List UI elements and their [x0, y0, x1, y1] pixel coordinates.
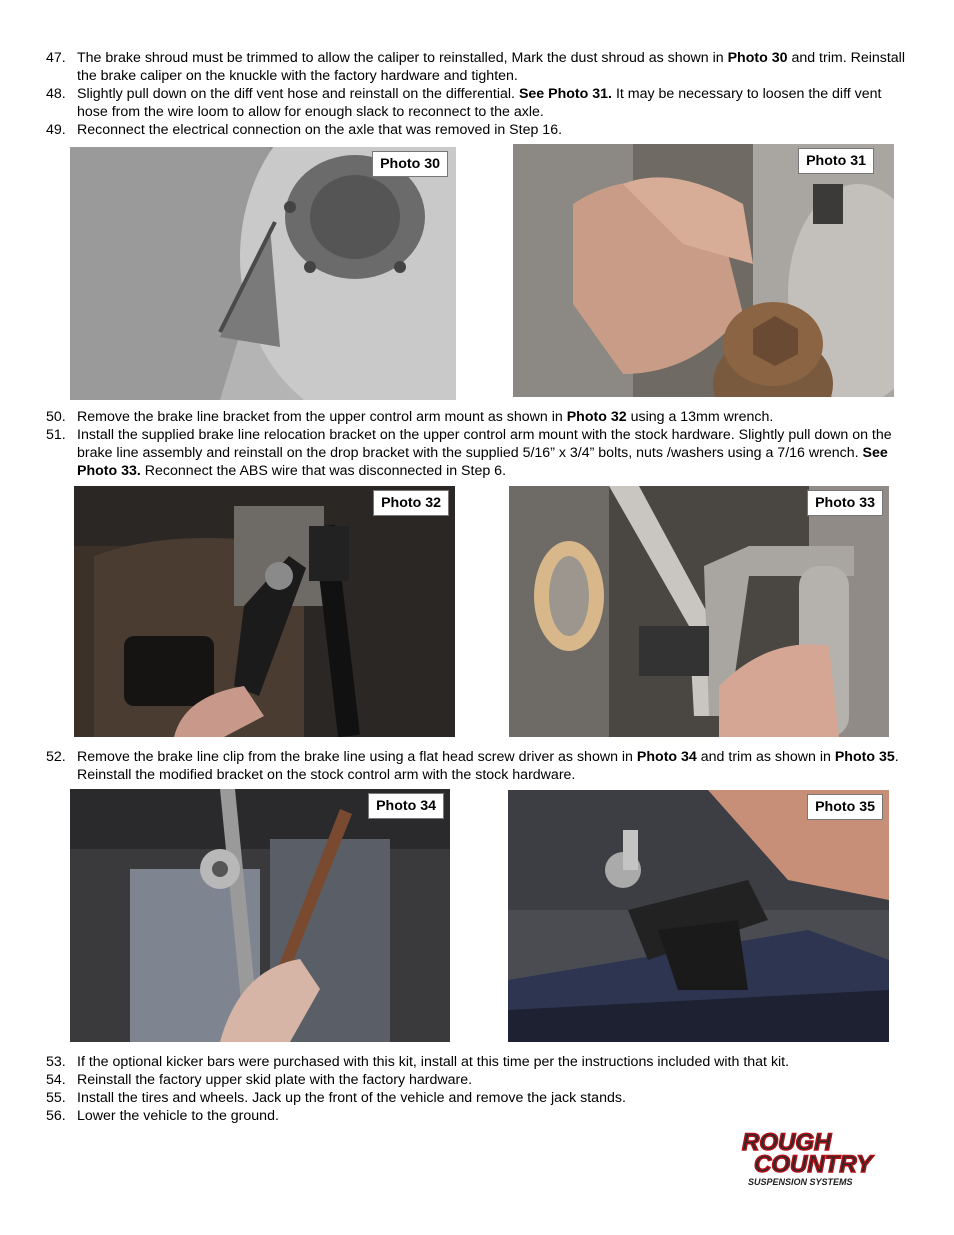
step-51 — [46, 426, 906, 480]
step-number: 53. — [46, 1054, 66, 1070]
step-text: It may be necessary to loosen the diff vent hose from the wire loom to allow for enough slack to reconnect to the axle. — [77, 86, 882, 120]
photo-label: Photo 33 — [807, 490, 883, 516]
relocation-bracket-image — [509, 486, 889, 737]
steps-52 — [46, 748, 906, 784]
step-49 — [46, 121, 906, 139]
photo-ref: See Photo 31. — [518, 86, 612, 102]
step-number: 50. — [46, 409, 66, 425]
step-number: 49. — [46, 122, 66, 138]
steps-50-51 — [46, 408, 906, 480]
step-text: Remove the brake line bracket from the upper control arm mount as shown in — [77, 409, 567, 425]
step-text: Reconnect the electrical connection on the axle that was removed in Step 16. — [77, 122, 563, 138]
step-54 — [46, 1071, 906, 1089]
brake-line-bracket-image — [74, 486, 455, 737]
photo-ref: Photo 30 — [727, 50, 788, 66]
dust-shroud-image — [70, 147, 456, 400]
step-number: 51. — [46, 427, 66, 443]
photo-ref: Photo 32 — [566, 409, 627, 425]
step-text: The brake shroud must be trimmed to allow the caliper to reinstalled, Mark the dust shroud as shown in — [77, 50, 728, 66]
steps-53-56 — [46, 1053, 906, 1125]
brake-line-clip-image — [70, 789, 450, 1042]
photo-label: Photo 30 — [372, 151, 448, 177]
step-52 — [46, 748, 906, 784]
photo-32 — [74, 486, 455, 737]
steps-47-49 — [46, 49, 906, 139]
step-50 — [46, 408, 906, 426]
step-text: If the optional kicker bars were purchased with this kit, install at this time per the instructions included with that kit. — [77, 1054, 790, 1070]
step-number: 48. — [46, 86, 66, 102]
step-text: Remove the brake line clip from the brake line using a flat head screw driver as shown in — [77, 749, 637, 765]
step-47 — [46, 49, 906, 85]
photo-label: Photo 34 — [368, 793, 444, 819]
step-text: Lower the vehicle to the ground. — [77, 1108, 279, 1124]
step-number: 52. — [46, 749, 66, 765]
step-text: Install the supplied brake line relocation bracket on the upper control arm mount with the stock hardware. Slightly pull down on the brake line assembly and reinstall on the drop bracket with the supplied 5/16” x 3/4” bolts, nuts /washers using a 7/16 wrench. — [77, 427, 892, 461]
step-text: and trim. Reinstall the brake caliper on the knuckle with the factory hardware and tighten. — [77, 50, 905, 84]
trimmed-bracket-image — [508, 790, 889, 1042]
step-text: . Reinstall the modified bracket on the stock control arm with the stock hardware. — [77, 749, 899, 783]
step-text: Reconnect the ABS wire that was disconnected in Step 6. — [140, 463, 507, 479]
photo-label: Photo 35 — [807, 794, 883, 820]
step-text: Reinstall the factory upper skid plate with the factory hardware. — [77, 1072, 473, 1088]
logo-line-3: SUSPENSION SYSTEMS — [748, 1177, 853, 1187]
step-text: Slightly pull down on the diff vent hose and reinstall on the differential. — [77, 86, 519, 102]
photo-label: Photo 31 — [798, 148, 874, 174]
logo-graphic — [738, 1126, 908, 1190]
logo-line-1: ROUGH — [742, 1129, 832, 1156]
step-55 — [46, 1089, 906, 1107]
photo-30 — [70, 147, 456, 400]
rough-country-logo — [738, 1126, 908, 1190]
step-number: 56. — [46, 1108, 66, 1124]
logo-line-2: COUNTRY — [754, 1151, 873, 1178]
photo-ref: See Photo 33. — [77, 445, 888, 479]
photo-31 — [513, 144, 894, 397]
step-text: using a 13mm wrench. — [626, 409, 774, 425]
photo-33 — [509, 486, 889, 737]
step-text: Install the tires and wheels. Jack up the front of the vehicle and remove the jack stands. — [77, 1090, 626, 1106]
step-number: 55. — [46, 1090, 66, 1106]
step-56 — [46, 1107, 906, 1125]
step-number: 54. — [46, 1072, 66, 1088]
step-48 — [46, 85, 906, 121]
photo-ref: Photo 34 — [636, 749, 697, 765]
step-number: 47. — [46, 50, 66, 66]
photo-35 — [508, 790, 889, 1042]
diff-vent-hose-image — [513, 144, 894, 397]
step-text: and trim as shown in — [696, 749, 835, 765]
photo-ref: Photo 35 — [834, 749, 895, 765]
step-53 — [46, 1053, 906, 1071]
photo-label: Photo 32 — [373, 490, 449, 516]
photo-34 — [70, 789, 450, 1042]
